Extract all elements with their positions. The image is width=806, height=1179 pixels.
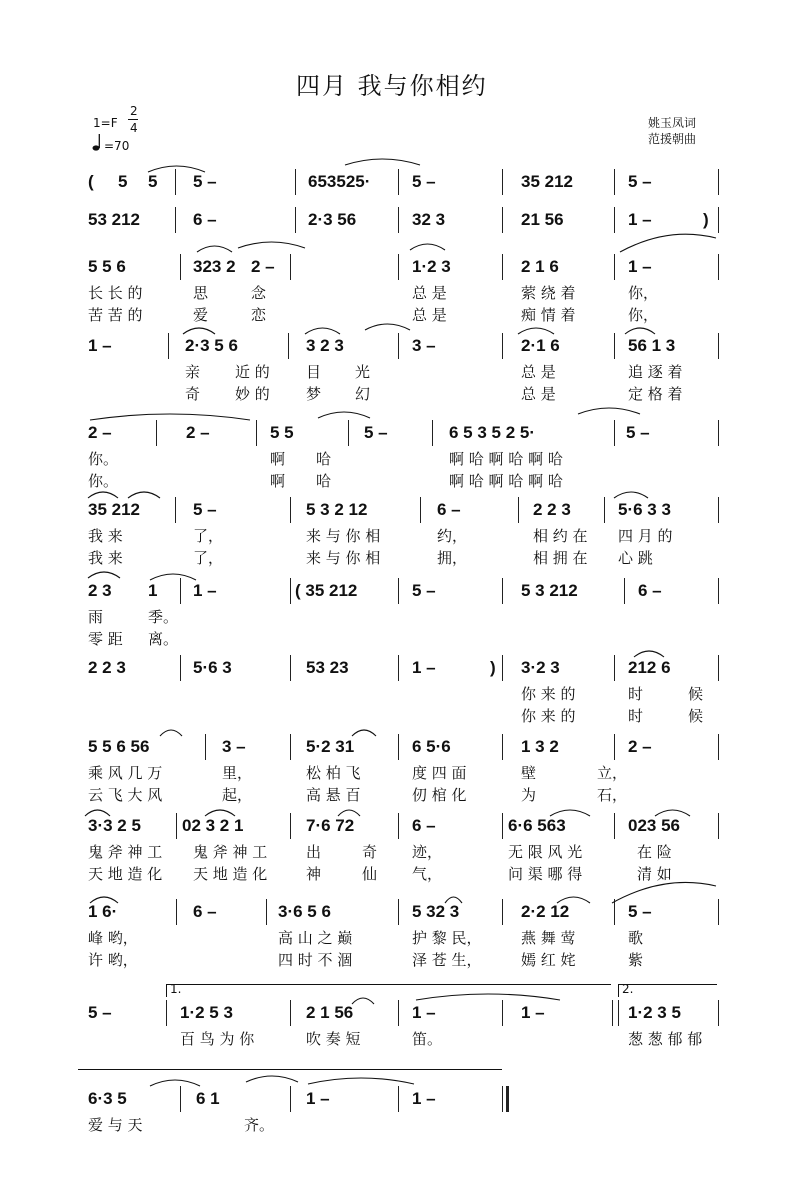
lyric-text: 壁	[521, 764, 537, 782]
note-group: 212 6	[628, 658, 671, 677]
lyric-text: 峰 哟，	[88, 929, 138, 947]
lyric-text: 了，	[193, 549, 224, 567]
time-signature-top: 2	[130, 104, 138, 118]
note-group: 5 –	[412, 172, 436, 191]
lyric-text: 光	[355, 363, 371, 381]
slur-arc	[557, 897, 590, 903]
lyric-text: 候	[688, 685, 704, 703]
note-group: 6 –	[437, 500, 461, 519]
note-group: 5·6 3 3	[618, 500, 671, 519]
note-group: 1 –	[306, 1089, 330, 1108]
note-group: 5 3 2 12	[306, 500, 368, 519]
note-group: 653525·	[308, 172, 371, 191]
note-group: 5·2 31	[306, 737, 355, 756]
lyric-text: 你。	[88, 472, 119, 490]
note-group: 2 –	[628, 737, 652, 756]
note-group: 323 2	[193, 257, 236, 276]
lyric-text: 四 时 不 涸	[278, 951, 353, 969]
lyric-text: 总 是	[412, 284, 447, 302]
lyric-text: 松 柏 飞	[306, 764, 361, 782]
slur-arc	[365, 324, 410, 330]
lyric-text: 零 距	[88, 630, 123, 648]
lyric-text: 来 与 你 相	[306, 527, 381, 545]
note-group: 5 5 6 56	[88, 737, 150, 756]
note-group: 3·6 5 6	[278, 902, 331, 921]
lyric-text: 仞 棺 化	[412, 786, 467, 804]
lyric-text: 许 哟，	[88, 951, 138, 969]
lyric-text: 追 逐 着	[628, 363, 683, 381]
note-group: 6 –	[193, 902, 217, 921]
lyric-text: 奇	[185, 385, 201, 403]
note-group: 1 –	[521, 1003, 545, 1022]
lyric-text: 拥，	[437, 549, 468, 567]
note-group: 2 2 3	[88, 658, 126, 677]
note-group: 5 5	[270, 423, 294, 442]
slur-arc	[445, 897, 462, 903]
lyric-text: 妙 的	[235, 385, 270, 403]
lyric-text: 葱 葱 郁 郁	[628, 1030, 703, 1048]
lyric-text: 鬼 斧 神 工	[88, 843, 163, 861]
note-group: 5·6 3	[193, 658, 232, 677]
lyric-text: 目	[306, 363, 322, 381]
note-group: 5 –	[628, 172, 652, 191]
lyric-text: 了，	[193, 527, 224, 545]
lyric-text: 啊	[270, 450, 286, 468]
lyric-text: 护 黎 民，	[412, 929, 482, 947]
slur-arc	[246, 1076, 298, 1082]
note-group: 5 –	[628, 902, 652, 921]
lyric-text: 高 悬 百	[306, 786, 361, 804]
lyric-text: 近 的	[235, 363, 270, 381]
note-group: 2 –	[88, 423, 112, 442]
slur-arc	[620, 234, 716, 252]
slur-arc	[308, 1078, 414, 1084]
note-group: 5 32 3	[412, 902, 460, 921]
lyric-text: 笛。	[412, 1030, 443, 1048]
lyric-text: 思	[193, 284, 209, 302]
slur-arc	[518, 328, 554, 334]
note-group: 2 2 3	[533, 500, 571, 519]
lyric-text: 候	[688, 707, 704, 725]
lyric-text: 定 格 着	[628, 385, 683, 403]
lyric-text: 紫	[628, 951, 644, 969]
lyric-text: 心 跳	[618, 549, 653, 567]
lyric-text: 无 限 风 光	[508, 843, 583, 861]
lyric-text: 嫣 红 姹	[521, 951, 576, 969]
lyric-text: 来 与 你 相	[306, 549, 381, 567]
lyric-text: 起，	[222, 786, 253, 804]
composer-credit: 范援朝曲	[648, 132, 697, 146]
slur-arc	[90, 414, 250, 420]
lyric-text: 气，	[412, 865, 443, 883]
lyric-text: 雨	[88, 608, 104, 626]
note-group: 6 –	[638, 581, 662, 600]
note-group: )	[703, 210, 709, 229]
lyric-text: 你，	[628, 284, 659, 302]
note-group: 1 –	[88, 336, 112, 355]
song-title: 四月 我与你相约	[296, 72, 488, 100]
lyric-text: 石，	[597, 786, 628, 804]
lyric-text: 相 拥 在	[533, 549, 588, 567]
slur-arc	[655, 810, 690, 816]
lyric-text: 时	[628, 685, 644, 703]
key-signature: 1=F	[93, 116, 118, 130]
note-group: 2·2 12	[521, 902, 570, 921]
lyric-text: 恋	[251, 306, 267, 324]
note-group: 6 5 3 5 2 5·	[449, 423, 536, 442]
note-group: 1 6·	[88, 902, 118, 921]
note-group: 3 –	[222, 737, 246, 756]
slur-arc	[305, 328, 340, 334]
note-group: (	[88, 172, 94, 191]
note-group: 2·1 6	[521, 336, 560, 355]
lyric-text: 奇	[362, 843, 378, 861]
note-group: 32 3	[412, 210, 446, 229]
lyric-text: 神	[306, 865, 322, 883]
lyric-text: 云 飞 大 风	[88, 786, 163, 804]
lyric-text: 四 月 的	[618, 527, 673, 545]
note-group: 2 –	[251, 257, 275, 276]
note-group: 56 1 3	[628, 336, 676, 355]
note-group: 1 –	[628, 257, 652, 276]
note-group: 1 –	[628, 210, 652, 229]
lyricist-credit: 姚玉凤词	[648, 116, 697, 130]
lyric-text: 相 约 在	[533, 527, 588, 545]
lyric-text: 齐。	[244, 1116, 275, 1134]
lyric-text: 你，	[628, 306, 659, 324]
note-group: 1 –	[412, 658, 436, 677]
lyric-text: 哈	[316, 450, 332, 468]
lyric-text: 季。	[148, 608, 179, 626]
note-group: 3 –	[412, 336, 436, 355]
slur-arc	[150, 1080, 200, 1086]
lyric-text: 念	[251, 284, 267, 302]
lyric-text: 吹 奏 短	[306, 1030, 361, 1048]
slur-arc	[128, 492, 160, 498]
slur-arc	[352, 998, 374, 1004]
note-group: 6·6 563	[508, 816, 566, 835]
lyric-text: 仙	[362, 865, 378, 883]
note-group: 5 –	[412, 581, 436, 600]
note-group: 6 –	[193, 210, 217, 229]
note-group: 02 3 2 1	[182, 816, 244, 835]
note-group: 5 –	[193, 172, 217, 191]
note-group: 21 56	[521, 210, 564, 229]
lyric-text: 幻	[355, 385, 371, 403]
slur-arc	[410, 244, 445, 250]
note-group: 2 1 56	[306, 1003, 354, 1022]
lyric-text: 痴 情 着	[521, 306, 576, 324]
lyric-text: 立，	[597, 764, 628, 782]
lyric-text: 长 长 的	[88, 284, 143, 302]
note-group: 5 3 212	[521, 581, 578, 600]
note-group: 2 1 6	[521, 257, 559, 276]
lyric-text: 燕 舞 莺	[521, 929, 576, 947]
note-group: 023 56	[628, 816, 680, 835]
note-group: 1 –	[412, 1003, 436, 1022]
note-group: 53 212	[88, 210, 140, 229]
note-group: 2·3 5 6	[185, 336, 238, 355]
slur-arc	[550, 810, 590, 816]
note-group: 2·3 56	[308, 210, 357, 229]
note-group: 1 –	[193, 581, 217, 600]
lyric-text: 约，	[437, 527, 468, 545]
lyric-text: 乘 风 几 万	[88, 764, 163, 782]
lyric-text: 为	[521, 786, 537, 804]
slur-arc	[88, 492, 118, 498]
note-group: 5 –	[88, 1003, 112, 1022]
note-group: 1 –	[412, 1089, 436, 1108]
note-group: )	[490, 658, 496, 677]
slur-arc	[148, 166, 205, 172]
slur-arc	[88, 572, 120, 578]
slur-arc	[625, 328, 655, 334]
lyric-text: 总 是	[521, 363, 556, 381]
note-group: 5 5 6	[88, 257, 126, 276]
time-signature-bottom: 4	[130, 121, 138, 135]
lyric-text: 总 是	[412, 306, 447, 324]
lyric-text: 哈	[316, 472, 332, 490]
lyric-text: 啊 哈 啊 哈 啊 哈	[449, 472, 563, 490]
tempo-marking: =70	[104, 139, 130, 153]
note-group: 6 –	[412, 816, 436, 835]
note-group: 1	[148, 581, 158, 600]
lyric-text: 离。	[148, 630, 179, 648]
lyric-text: 你。	[88, 450, 119, 468]
note-group: 3·2 3	[521, 658, 560, 677]
note-group: 35 212	[88, 500, 140, 519]
lyric-text: 啊 哈 啊 哈 啊 哈	[449, 450, 563, 468]
lyric-text: 萦 绕 着	[521, 284, 576, 302]
slur-arc	[90, 897, 118, 903]
slur-arc	[416, 994, 560, 1000]
lyric-text: 你 来 的	[521, 707, 576, 725]
slur-arc	[238, 242, 305, 248]
note-group: 5 –	[626, 423, 650, 442]
slur-arc	[183, 328, 215, 334]
note-group: 2 3	[88, 581, 112, 600]
slur-arc	[578, 408, 640, 414]
slur-arc	[205, 810, 235, 816]
note-group: 5 –	[364, 423, 388, 442]
note-group: 1·2 3	[412, 257, 451, 276]
slur-arc	[197, 246, 232, 252]
lyric-text: 你 来 的	[521, 685, 576, 703]
note-group: 1·2 3 5	[628, 1003, 681, 1022]
note-group: 2 –	[186, 423, 210, 442]
note-group: 6·3 5	[88, 1089, 127, 1108]
slur-arc	[634, 651, 664, 657]
note-group: 6 1	[196, 1089, 220, 1108]
lyric-text: 在 险	[637, 843, 672, 861]
slur-arc	[352, 730, 376, 736]
lyric-text: 百 鸟 为 你	[180, 1030, 255, 1048]
lyric-text: 爱	[193, 306, 209, 324]
lyric-text: 梦	[306, 385, 322, 403]
note-group: 3·3 2 5	[88, 816, 141, 835]
lyric-text: 泽 苍 生，	[412, 951, 482, 969]
lyric-text: 天 地 造 化	[193, 865, 268, 883]
note-group: 1 3 2	[521, 737, 559, 756]
lyric-text: 时	[628, 707, 644, 725]
lyric-text: 苦 苦 的	[88, 306, 143, 324]
lyric-text: 出	[306, 843, 322, 861]
note-group: 35 212	[521, 172, 573, 191]
lyric-text: 天 地 造 化	[88, 865, 163, 883]
note-group: 5 –	[193, 500, 217, 519]
lyric-text: 问 渠 哪 得	[508, 865, 583, 883]
lyric-text: 总 是	[521, 385, 556, 403]
note-group: 3 2 3	[306, 336, 344, 355]
volta-ending-1: 1.	[170, 982, 182, 996]
slur-arc	[318, 412, 370, 418]
slur-arc	[338, 810, 360, 816]
lyric-text: 鬼 斧 神 工	[193, 843, 268, 861]
note-group: 53 23	[306, 658, 349, 677]
note-group: ( 35 212	[295, 581, 358, 600]
lyric-text: 我 来	[88, 527, 123, 545]
lyric-text: 里，	[222, 764, 253, 782]
slur-arc	[345, 159, 420, 165]
lyric-text: 我 来	[88, 549, 123, 567]
slur-arc	[160, 730, 182, 736]
note-group: 7·6 72	[306, 816, 355, 835]
note-group: 5	[118, 172, 128, 191]
lyric-text: 迹，	[412, 843, 443, 861]
lyric-text: 啊	[270, 472, 286, 490]
slur-arc	[85, 810, 110, 816]
slur-arc	[150, 574, 196, 580]
lyric-text: 高 山 之 巅	[278, 929, 353, 947]
lyric-text: 亲	[185, 363, 201, 381]
lyric-text: 歌	[628, 929, 644, 947]
slur-arc	[614, 492, 648, 498]
volta-ending-2: 2.	[622, 982, 634, 996]
note-group: 5	[148, 172, 158, 191]
lyric-text: 度 四 面	[412, 764, 467, 782]
note-group: 6 5·6	[412, 737, 451, 756]
lyric-text: 清 如	[637, 865, 672, 883]
note-group: 1·2 5 3	[180, 1003, 233, 1022]
lyric-text: 爱 与 天	[88, 1116, 143, 1134]
slur-arc	[612, 882, 716, 903]
